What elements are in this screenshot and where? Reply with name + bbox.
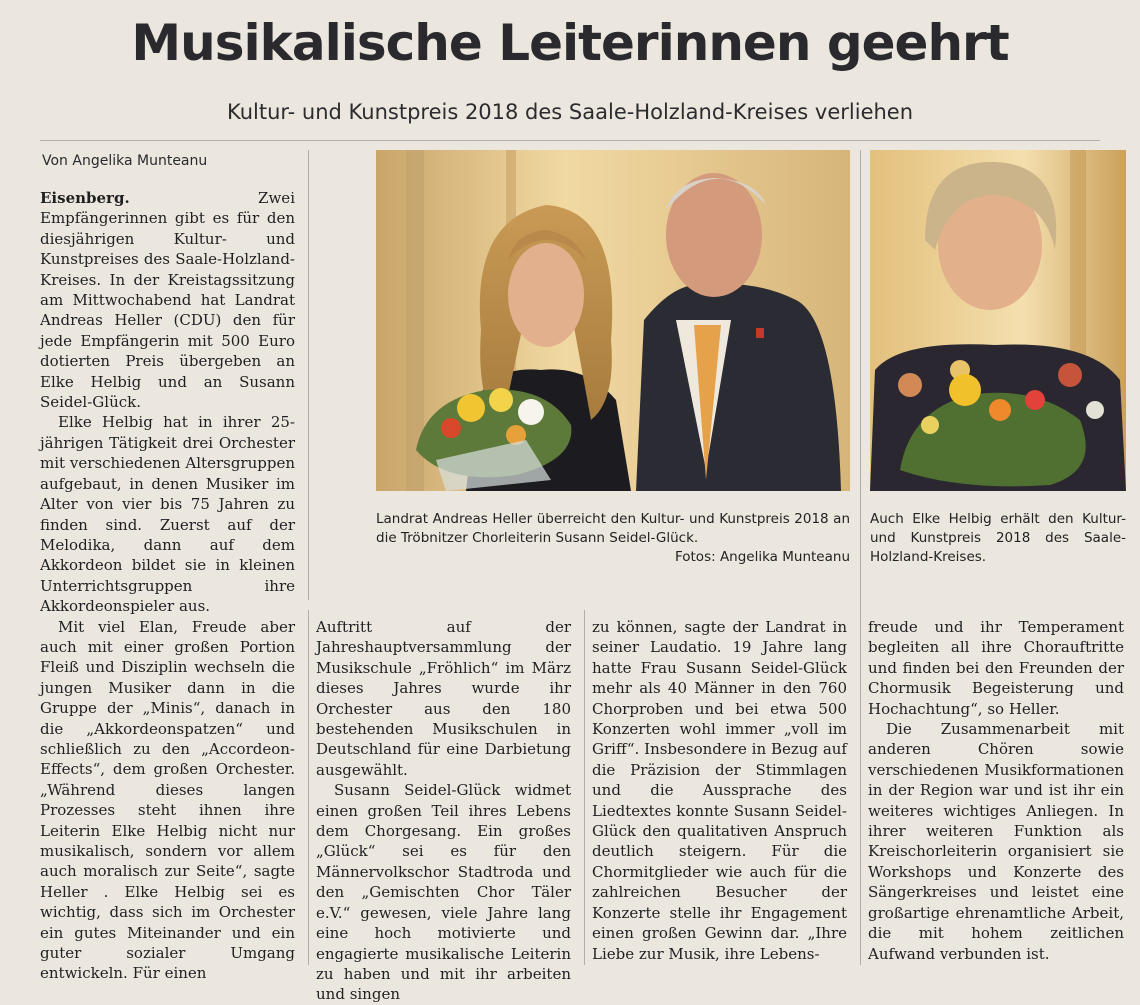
column-divider-top [308,150,309,600]
article-subheadline: Kultur- und Kunstpreis 2018 des Saale-Holzland-Kreises verliehen [226,100,914,124]
photo-elke-helbig [870,150,1126,491]
article-headline: Musikalische Leiterinnen geehrt [131,14,1009,72]
paragraph [40,188,295,412]
header-divider [40,140,1100,141]
paragraph: Auftritt auf der Jahreshauptversammlung der Musikschule „Fröhlich“ im März dieses Jahres wurde ihr Orchester aus den 180 bestehenden Musikschulen in Deutschland für eine Darbietung ausgewählt. [316,618,571,779]
photo-heller-seidel-glueck [376,150,850,491]
photo1-caption-text: Landrat Andreas Heller überreicht den Kultur- und Kunstpreis 2018 an die Tröbnitzer Chorleiterin Susann Seidel-Glück. [376,511,850,546]
dateline: Eisenberg. [40,189,130,207]
column-divider-3 [860,150,861,965]
text-column-3 [592,617,847,964]
paragraph: zu können, sagte der Landrat in seiner Laudatio. 19 Jahre lang hatte Frau Susann Seidel-Glück mehr als 40 Männer in den 760 Chorproben und bei etwa 500 Konzerten wohl immer „voll im Griff“. Insbesondere in Bezug auf die Präzision der Stimmlagen und die Aussprache des Liedtextes konnte Susann Seidel-Glück den qualitativen Anspruch deutlich steigern. Für die Chormitglieder wie auch für die zahlreichen Besucher der Konzerte stelle ihr Engagement einen großen Gewinn dar. „Ihre Liebe zur Musik, ihre Lebens- [592,618,847,963]
paragraph: freude und ihr Temperament begleiten all ihre Chorauftritte und finden bei den Freunden der Chormusik Begeisterung und Hochachtung“, so Heller. [868,618,1124,718]
text-column-4 [868,617,1124,964]
paragraph: Mit viel Elan, Freude aber auch mit einer großen Portion Fleiß und Disziplin wechseln die jungen Musiker dann in die Gruppe der „Minis“, danach in die „Akkordeonspatzen“ und schließlich zu den „Accordeon-Effects“, dem großen Orchester. „Während dieses langen Prozesses steht ihnen ihre Leiterin Elke Helbig nicht nur musikalisch, sondern vor allem auch moralisch zur Seite“, sagte Heller . Elke Helbig sei es wichtig, dass sich im Orchester ein gutes Miteinander und ein guter sozialer Umgang entwickeln. Für einen [40,617,295,983]
column-divider-2 [584,610,585,965]
photo-credit: Fotos: Angelika Munteanu [674,549,850,565]
photo2-caption: Auch Elke Helbig erhält den Kultur- und Kunstpreis 2018 des Saale-Holzland-Kreises. [870,511,1126,565]
photo1-caption [376,510,850,567]
paragraph: Elke Helbig hat in ihrer 25-jährigen Tätigkeit drei Orchester mit verschiedenen Altersgruppen aufgebaut, in denen Musiker im Alter von vier bis 75 Jahren zu finden sind. Zuerst auf der Melodika, dann auf dem Akkordeon bildet sie in kleinen Unterrichtsgruppen ihre Akkordeonspieler aus. [40,413,295,616]
paragraph: Susann Seidel-Glück widmet einen großen Teil ihres Lebens dem Chorgesang. Ein großes „Glück“ sei es für den Männervolkschor Stadtroda und den „Gemischten Chor Täler e.V.“ gewesen, viele Jahre lang eine hoch motivierte und engagierte musikalische Leiterin zu haben und mit ihr arbeiten und singen [316,781,571,1004]
paragraph: Die Zusammenarbeit mit anderen Chören sowie verschiedenen Musikformationen in der Region war und ist ihr ein weiteres wichtiges Anliegen. In ihrer weiteren Funktion als Kreischorleiterin organisiert sie Workshops und Konzerte des Sängerkreises und leistet eine großartige ehrenamtliche Arbeit, die mit hohem zeitlichen Aufwand verbunden ist. [868,720,1124,963]
byline: Von Angelika Munteanu [42,153,208,169]
paragraph-text: Zwei Empfängerinnen gibt es für den diesjährigen Kultur- und Kunstpreises des Saale-Holzland-Kreises. In der Kreistagssitzung am Mittwochabend hat Landrat Andreas Heller (CDU) den für jede Empfängerin mit 500 Euro dotierten Preis übergeben an Elke Helbig und an Susann Seidel-Glück. [40,189,295,412]
text-column-2 [316,617,571,1005]
text-column-1 [40,188,295,984]
column-divider-1 [308,610,309,965]
